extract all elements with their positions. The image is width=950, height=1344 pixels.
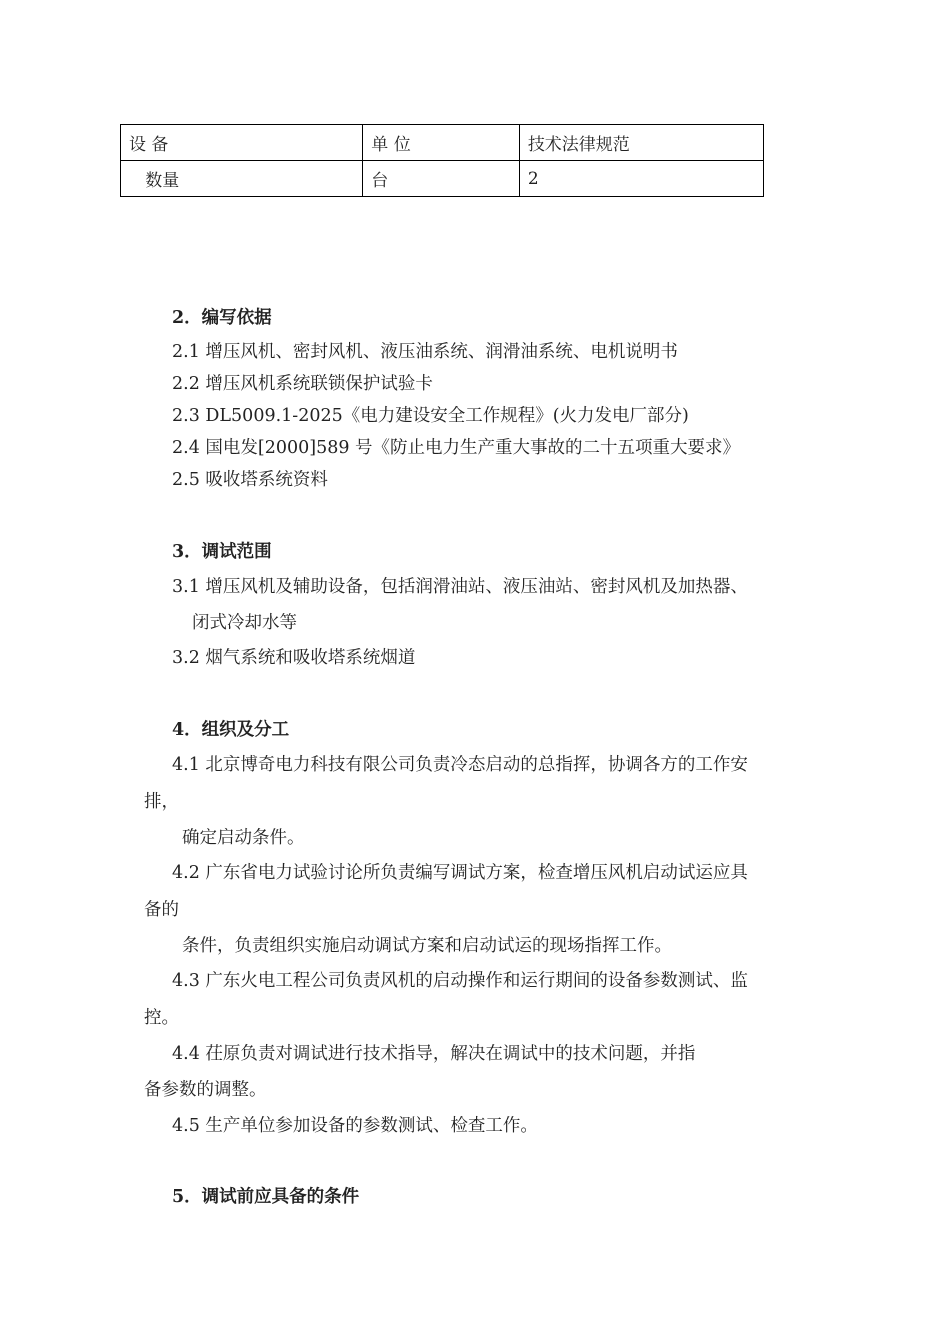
section-4-item: 备的 xyxy=(144,900,179,920)
table-header-cell: 设 备 xyxy=(121,125,363,161)
section-2-item: 2.5 吸收塔系统资料 xyxy=(172,470,328,490)
section-4-item: 4.1 北京博奇电力科技有限公司负责冷态启动的总指挥，协调各方的工作安 xyxy=(172,755,748,775)
section-4-item: 4.4 茌原负责对调试进行技术指导，解决在调试中的技术问题，并指 xyxy=(172,1044,696,1064)
section-5-heading: 5．调试前应具备的条件 xyxy=(172,1187,360,1207)
table-header-row xyxy=(121,125,764,161)
section-3-item: 3.2 烟气系统和吸收塔系统烟道 xyxy=(172,648,416,668)
table-cell: 2 xyxy=(519,161,763,197)
section-4-item: 4.3 广东火电工程公司负责风机的启动操作和运行期间的设备参数测试、监 xyxy=(172,971,748,991)
section-4-item: 4.5 生产单位参加设备的参数测试、检查工作。 xyxy=(172,1116,538,1136)
section-4-item: 确定启动条件。 xyxy=(182,828,305,848)
table-header-cell: 单 位 xyxy=(363,125,520,161)
section-3-item: 闭式冷却水等 xyxy=(192,613,297,633)
section-2-item: 2.3 DL5009.1-2025《电力建设安全工作规程》(火力发电厂部分) xyxy=(172,406,689,426)
table-cell: 台 xyxy=(363,161,520,197)
section-2-heading: 2．编写依据 xyxy=(172,308,272,328)
table-header-cell: 技术法律规范 xyxy=(519,125,763,161)
section-3-item: 3.1 增压风机及辅助设备，包括润滑油站、液压油站、密封风机及加热器、 xyxy=(172,577,748,597)
equipment-table xyxy=(120,124,764,197)
section-4-item: 条件，负责组织实施启动调试方案和启动试运的现场指挥工作。 xyxy=(182,936,672,956)
section-2-item: 2.1 增压风机、密封风机、液压油系统、润滑油系统、电机说明书 xyxy=(172,342,678,362)
section-2-item: 2.4 国电发[2000]589 号《防止电力生产重大事故的二十五项重大要求》 xyxy=(172,438,741,458)
section-4-item: 排， xyxy=(144,792,179,812)
table-row xyxy=(121,161,764,197)
section-4-item: 4.2 广东省电力试验讨论所负责编写调试方案，检查增压风机启动试运应具 xyxy=(172,863,748,883)
section-4-item: 备参数的调整。 xyxy=(144,1080,267,1100)
section-4-item: 控。 xyxy=(144,1008,179,1028)
section-2-item: 2.2 增压风机系统联锁保护试验卡 xyxy=(172,374,433,394)
table-cell: 数量 xyxy=(121,161,363,197)
section-4-heading: 4．组织及分工 xyxy=(172,720,290,740)
section-3-heading: 3．调试范围 xyxy=(172,542,272,562)
